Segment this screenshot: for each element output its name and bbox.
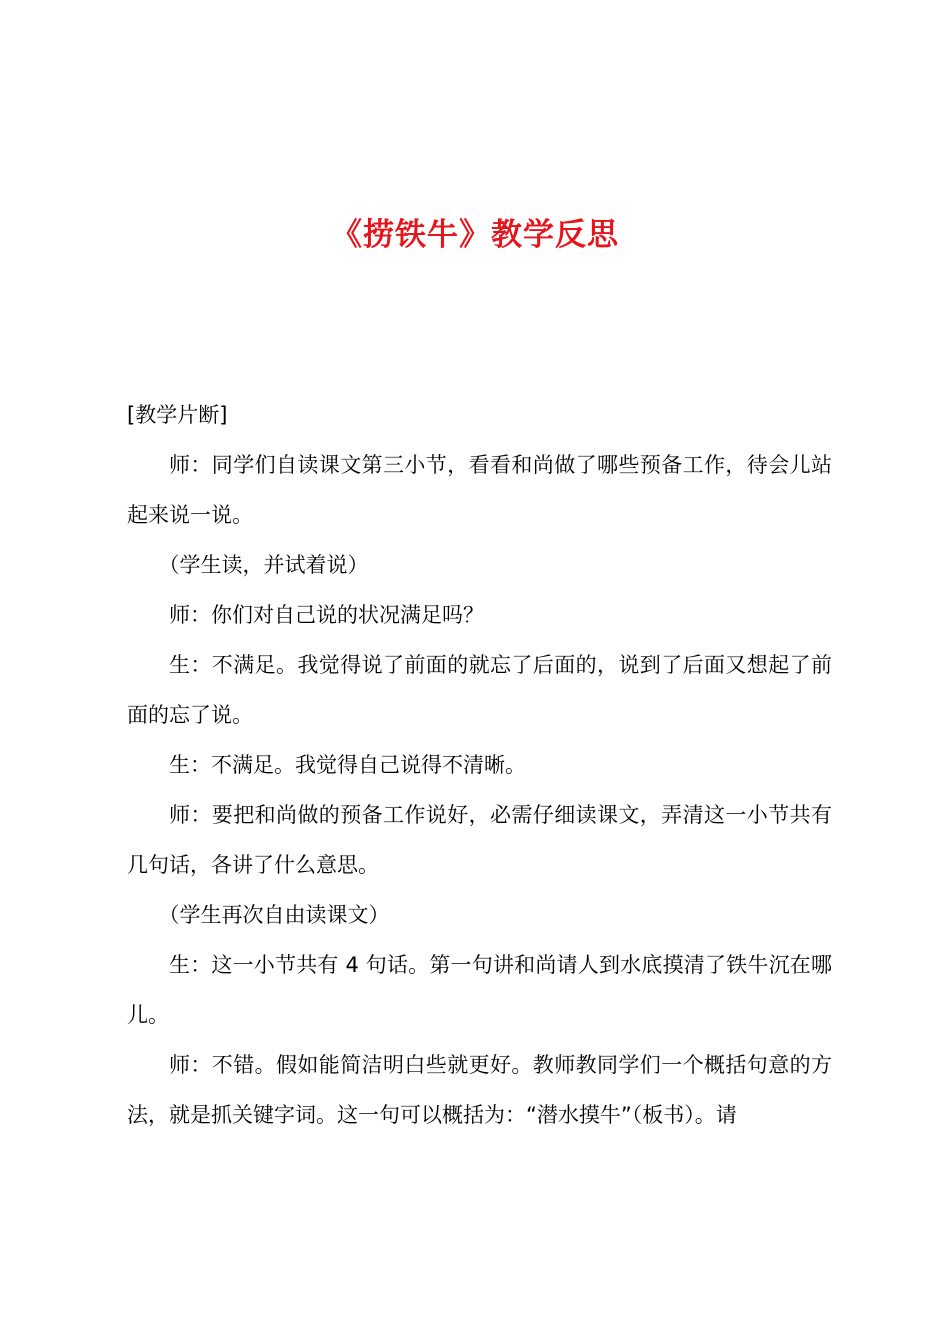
section-label: [教学片断] bbox=[127, 403, 228, 427]
paragraph: 生：不满足。我觉得自己说得不清晰。 bbox=[169, 753, 526, 777]
paragraph: 师：不错。假如能简洁明白些就更好。教师教同学们一个概括句意的方法，就是抓关键字词。这一句可以概括为：“潜水摸牛”（板书）。请 bbox=[127, 1053, 832, 1127]
paragraph: 师：要把和尚做的预备工作说好，必需仔细读课文，弄清这一小节共有几句话，各讲了什么意思。 bbox=[127, 803, 832, 877]
paragraph: 生：这一小节共有 4 句话。第一句讲和尚请人到水底摸清了铁牛沉在哪儿。 bbox=[127, 953, 832, 1027]
stage-direction: （学生读，并试着说） bbox=[158, 553, 369, 577]
paragraph: 生：不满足。我觉得说了前面的就忘了后面的，说到了后面又想起了前面的忘了说。 bbox=[127, 653, 832, 727]
paragraph: 师：你们对自己说的状况满足吗？ bbox=[169, 603, 484, 627]
stage-direction: （学生再次自由读课文） bbox=[158, 903, 390, 927]
document-body bbox=[127, 390, 832, 1140]
paragraph: 师：同学们自读课文第三小节，看看和尚做了哪些预备工作，待会儿站起来说一说。 bbox=[127, 453, 832, 527]
document-title: 《捞铁牛》教学反思 bbox=[331, 217, 619, 253]
